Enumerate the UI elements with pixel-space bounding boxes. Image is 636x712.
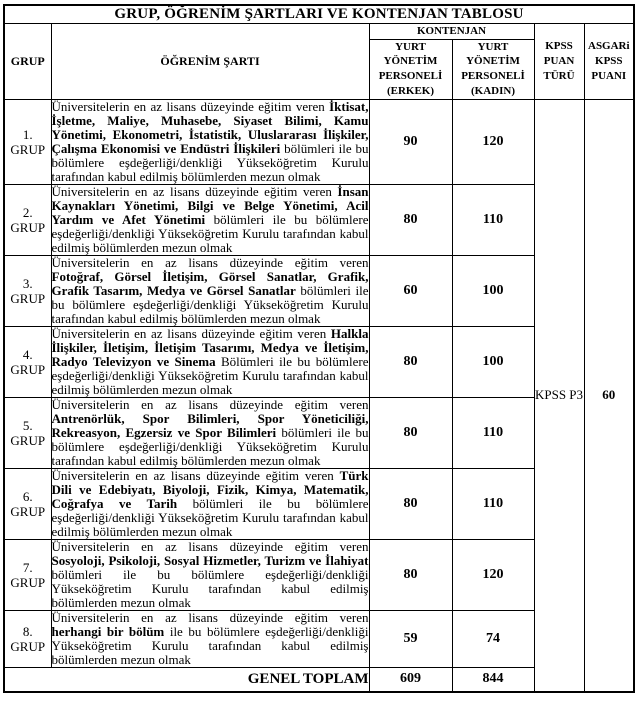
table-row (4, 100, 634, 185)
group-number: 2. (22, 204, 33, 220)
group-number: 7. (22, 559, 33, 575)
group-cell (4, 469, 51, 540)
group-number: 3. (22, 275, 33, 291)
col-header-asgari-kpss-puani: ASGARi KPSS PUANI (584, 24, 634, 100)
requirement-bold: İktisat, İşletme, Maliye, Muhasebe, Siyaset Bilimi, Kamu Yönetimi, Ekonometri, İstatistik, Uluslararası İlişkiler, Çalışma Ekonomisi ve Endüstri İlişkileri (51, 99, 369, 157)
requirement-prefix: Üniversitelerin en az lisans düzeyinde eğitim veren (51, 255, 369, 271)
group-cell (4, 100, 51, 185)
col-header-kontenjan: KONTENJAN (369, 24, 534, 40)
quota-erkek: 59 (369, 611, 452, 668)
col-header-kpss-puan-turu: KPSS PUAN TÜRÜ (534, 24, 584, 100)
group-number: 6. (22, 488, 33, 504)
group-cell (4, 398, 51, 469)
requirement-bold: Fotoğraf, Görsel İletişim, Görsel Sanatlar, Grafik, Grafik Tasarım, Medya ve Görsel Sanatlar (51, 269, 369, 299)
group-cell (4, 611, 51, 668)
quota-erkek: 60 (369, 256, 452, 327)
quota-erkek: 80 (369, 185, 452, 256)
header-row-main (4, 24, 634, 40)
requirement-cell (51, 327, 369, 398)
quota-kadin: 120 (452, 100, 534, 185)
requirement-suffix: bölümleri ile bu bölümlere eşdeğerliği/denkliği Yükseköğretim Kurulu tarafından kabul edilmiş bölümlerden mezun olmak (51, 567, 369, 611)
group-word: GRUP (10, 433, 46, 449)
requirement-suffix: bölümleri ile bu bölümlere eşdeğerliği/denkliği Yükseköğretim Kurulu tarafından kabul edilmiş bölümlerden mezun olmak (51, 141, 369, 185)
requirement-prefix: Üniversitelerin en az lisans düzeyinde eğitim veren (51, 99, 330, 115)
requirement-bold: Türk Dili ve Edebiyatı, Biyoloji, Fizik, Kimya, Matematik, Coğrafya ve Tarih (51, 468, 369, 512)
col-header-grup: GRUP (4, 24, 51, 100)
col-header-ogrenim-sarti: ÖĞRENİM ŞARTI (51, 24, 369, 100)
group-word: GRUP (10, 291, 46, 307)
requirement-suffix: bölümleri ile bu bölümlere eşdeğerliği/denkliği Yükseköğretim Kurulu tarafından kabul edilmiş bölümlerden mezun olmak (51, 212, 369, 256)
requirement-cell (51, 611, 369, 668)
requirement-prefix: Üniversitelerin en az lisans düzeyinde eğitim veren (51, 184, 338, 200)
requirement-bold: İnsan Kaynakları Yönetimi, Bilgi ve Belge Yönetimi, Acil Yardım ve Afet Yönetimi (51, 184, 369, 228)
requirement-prefix: Üniversitelerin en az lisans düzeyinde eğitim veren (51, 610, 369, 626)
requirement-suffix: Bölümleri ile bu bölümlere eşdeğerliği/denkliği Yükseköğretim Kurulu tarafından kabul edilmiş bölümlerden mezun olmak (51, 354, 369, 398)
group-word: GRUP (10, 362, 46, 378)
quota-kadin: 74 (452, 611, 534, 668)
group-number: 4. (22, 346, 33, 362)
table-title: GRUP, ÖĞRENİM ŞARTLARI VE KONTENJAN TABLOSU (4, 5, 634, 24)
requirement-prefix: Üniversitelerin en az lisans düzeyinde eğitim veren (51, 468, 340, 484)
requirement-cell (51, 469, 369, 540)
total-quota-kadin: 844 (452, 668, 534, 692)
requirement-cell (51, 185, 369, 256)
group-cell (4, 185, 51, 256)
group-number: 5. (22, 417, 33, 433)
group-word: GRUP (10, 639, 46, 655)
quota-kadin: 100 (452, 327, 534, 398)
requirement-suffix: ile bu bölümlere eşdeğerliği/denkliği Yükseköğretim Kurulu tarafından kabul edilmiş bölümlerden mezun olmak (51, 624, 369, 668)
requirement-cell (51, 398, 369, 469)
group-number: 1. (22, 126, 33, 142)
total-label: GENEL TOPLAM (4, 668, 369, 692)
quota-erkek: 80 (369, 327, 452, 398)
quota-kadin: 120 (452, 540, 534, 611)
requirement-bold: herhangi bir bölüm (51, 624, 165, 640)
group-word: GRUP (10, 504, 46, 520)
group-word: GRUP (10, 220, 46, 236)
group-cell (4, 327, 51, 398)
requirement-prefix: Üniversitelerin en az lisans düzeyinde eğitim veren (51, 397, 369, 413)
quota-kadin: 100 (452, 256, 534, 327)
quota-kadin: 110 (452, 185, 534, 256)
requirement-prefix: Üniversitelerin en az lisans düzeyinde eğitim veren (51, 539, 369, 555)
col-header-yurt-personeli-kadin: YURT YÖNETİM PERSONELİ (KADIN) (452, 39, 534, 99)
quota-kadin: 110 (452, 469, 534, 540)
requirement-cell (51, 100, 369, 185)
table-header (4, 5, 634, 100)
requirement-bold: Halkla İlişkiler, İletişim, İletişim Tasarımı, Medya ve İletişim, Radyo Televizyon ve Sinema (51, 326, 369, 370)
group-word: GRUP (10, 142, 46, 158)
group-cell (4, 256, 51, 327)
requirement-cell (51, 256, 369, 327)
group-cell (4, 540, 51, 611)
group-number: 8. (22, 623, 33, 639)
title-row (4, 5, 634, 24)
group-word: GRUP (10, 575, 46, 591)
requirement-suffix: bölümleri ile bu bölümlere eşdeğerliği/denkliği Yükseköğretim Kurulu tarafından kabul edilmiş bölümlerden mezun olmak (51, 283, 369, 327)
quota-erkek: 80 (369, 540, 452, 611)
quota-erkek: 80 (369, 469, 452, 540)
kontenjan-table (3, 4, 635, 693)
requirement-suffix: bölümleri ile bu bölümlere eşdeğerliği/denkliği Yükseköğretim Kurulu tarafından kabul edilmiş bölümlerden mezun olmak (51, 496, 369, 540)
requirement-suffix: bölümleri ile bu bölümlere eşdeğerliği/denkliği Yükseköğretim Kurulu tarafından kabul edilmiş bölümlerden mezun olmak (51, 425, 369, 469)
quota-erkek: 90 (369, 100, 452, 185)
kpss-puan-turu-value: KPSS P3 (534, 100, 584, 692)
quota-erkek: 80 (369, 398, 452, 469)
requirement-cell (51, 540, 369, 611)
table-body (4, 100, 634, 692)
requirement-bold: Antrenörlük, Spor Bilimleri, Spor Yöneticiliği, Rekreasyon, Egzersiz ve Spor Bilimleri (51, 411, 369, 441)
quota-kadin: 110 (452, 398, 534, 469)
total-quota-erkek: 609 (369, 668, 452, 692)
requirement-bold: Sosyoloji, Psikoloji, Sosyal Hizmetler, Turizm ve İlahiyat (51, 553, 369, 569)
col-header-yurt-personeli-erkek: YURT YÖNETİM PERSONELİ (ERKEK) (369, 39, 452, 99)
asgari-kpss-puani-value: 60 (584, 100, 634, 692)
requirement-prefix: Üniversitelerin en az lisans düzeyinde eğitim veren (51, 326, 331, 342)
